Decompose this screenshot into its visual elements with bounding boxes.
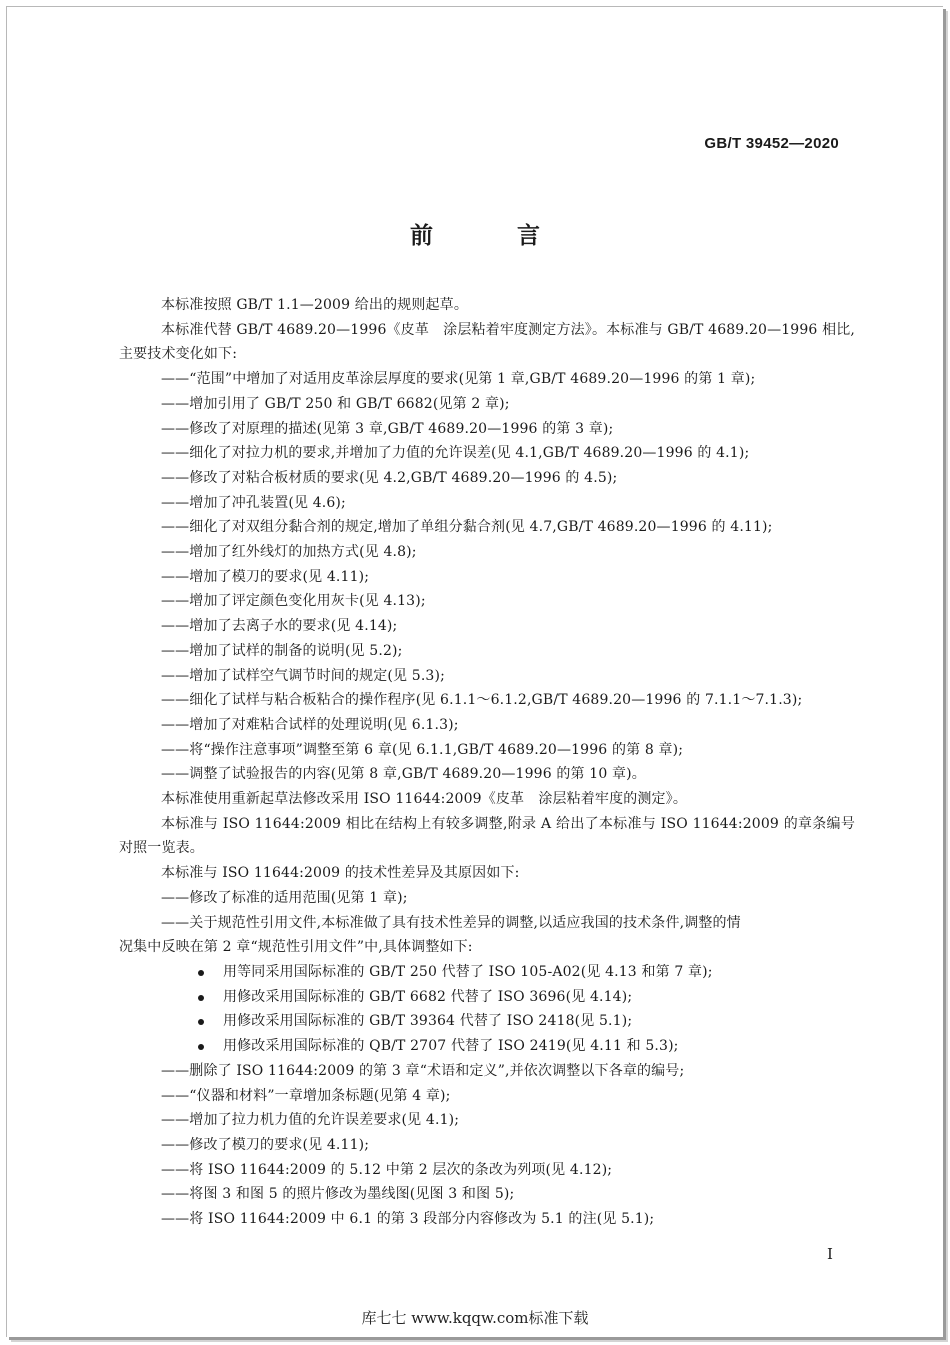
page-number: I	[827, 1245, 833, 1263]
bullet-text: 用修改采用国际标准的 QB/T 2707 代替了 ISO 2419(见 4.11 和 5.3);	[223, 1038, 679, 1055]
list-item: ——删除了 ISO 11644:2009 的第 3 章“术语和定义”,并依次调整以下各章的编号;	[161, 1062, 685, 1079]
paragraph: 本标准代替 GB/T 4689.20—1996《皮革 涂层粘着牢度测定方法》。本标准与 GB/T 4689.20—1996 相比,主要技术变化如下:	[119, 321, 855, 363]
list-item: ——增加了评定颜色变化用灰卡(见 4.13);	[161, 593, 426, 610]
bullet-item	[119, 1009, 855, 1034]
bullet-item	[119, 960, 855, 985]
list-item: ——将“操作注意事项”调整至第 6 章(见 6.1.1,GB/T 4689.20—1996 的第 8 章);	[161, 741, 684, 758]
bullet-icon	[198, 1019, 204, 1025]
bullet-item	[119, 985, 855, 1010]
list-item: ——增加了拉力机力值的允许误差要求(见 4.1);	[161, 1112, 460, 1129]
footer-watermark: 库七七 www.kqqw.com标准下载	[361, 1309, 589, 1327]
list-item: ——细化了对双组分黏合剂的规定,增加了单组分黏合剂(见 4.7,GB/T 4689.20—1996 的 4.11);	[161, 519, 773, 536]
standard-code: GB/T 39452—2020	[704, 135, 839, 152]
list-item	[119, 911, 855, 960]
bullet-text: 用修改采用国际标准的 GB/T 39364 代替了 ISO 2418(见 5.1);	[223, 1013, 633, 1030]
list-item: ——修改了模刀的要求(见 4.11);	[161, 1136, 370, 1153]
list-item: ——“仪器和材料”一章增加条标题(见第 4 章);	[161, 1087, 451, 1104]
list-item: ——增加了模刀的要求(见 4.11);	[161, 568, 370, 585]
list-item: ——将 ISO 11644:2009 的 5.12 中第 2 层次的条改为列项(见 4.12);	[161, 1161, 613, 1178]
bullet-text: 用修改采用国际标准的 GB/T 6682 代替了 ISO 3696(见 4.14);	[223, 988, 633, 1005]
list-item: ——增加了冲孔装置(见 4.6);	[161, 494, 346, 511]
list-item: ——增加引用了 GB/T 250 和 GB/T 6682(见第 2 章);	[161, 395, 510, 412]
paragraph: 本标准与 ISO 11644:2009 相比在结构上有较多调整,附录 A 给出了本标准与 ISO 11644:2009 的章条编号对照一览表。	[119, 815, 855, 857]
list-item: ——修改了对粘合板材质的要求(见 4.2,GB/T 4689.20—1996 的 4.5);	[161, 469, 618, 486]
list-item: ——将 ISO 11644:2009 中 6.1 的第 3 段部分内容修改为 5.1 的注(见 5.1);	[161, 1211, 655, 1228]
page-title: 前 言	[409, 223, 578, 249]
list-item: ——增加了去离子水的要求(见 4.14);	[161, 618, 398, 635]
list-item-line: ——关于规范性引用文件,本标准做了具有技术性差异的调整,以适应我国的技术条件,调整的情	[161, 914, 741, 931]
list-item: ——细化了试样与粘合板粘合的操作程序(见 6.1.1～6.1.2,GB/T 4689.20—1996 的 7.1.1～7.1.3);	[161, 692, 803, 709]
bullet-icon	[198, 970, 204, 976]
document-body	[119, 293, 855, 1232]
list-item: ——“范围”中增加了对适用皮革涂层厚度的要求(见第 1 章,GB/T 4689.20—1996 的第 1 章);	[161, 371, 756, 388]
list-item: ——增加了试样的制备的说明(见 5.2);	[161, 642, 403, 659]
document-page	[6, 6, 943, 1337]
list-item: ——增加了对难粘合试样的处理说明(见 6.1.3);	[161, 716, 459, 733]
list-item: ——细化了对拉力机的要求,并增加了力值的允许误差(见 4.1,GB/T 4689.20—1996 的 4.1);	[161, 445, 750, 462]
list-item: ——修改了对原理的描述(见第 3 章,GB/T 4689.20—1996 的第 3 章);	[161, 420, 614, 437]
list-item: ——将图 3 和图 5 的照片修改为墨线图(见图 3 和图 5);	[161, 1186, 515, 1203]
list-item: ——修改了标准的适用范围(见第 1 章);	[161, 889, 408, 906]
bullet-icon	[198, 995, 204, 1001]
bullet-icon	[198, 1044, 204, 1050]
paragraph: 本标准按照 GB/T 1.1—2009 给出的规则起草。	[161, 297, 468, 313]
list-item: ——增加了红外线灯的加热方式(见 4.8);	[161, 544, 417, 561]
list-item-line: 况集中反映在第 2 章“规范性引用文件”中,具体调整如下:	[119, 939, 473, 956]
paragraph: 本标准与 ISO 11644:2009 的技术性差异及其原因如下:	[161, 865, 520, 882]
bullet-text: 用等同采用国际标准的 GB/T 250 代替了 ISO 105-A02(见 4.13 和第 7 章);	[223, 963, 713, 980]
bullet-item	[119, 1034, 855, 1059]
paragraph: 本标准使用重新起草法修改采用 ISO 11644:2009《皮革 涂层粘着牢度的测定》。	[161, 791, 687, 808]
list-item: ——增加了试样空气调节时间的规定(见 5.3);	[161, 667, 445, 684]
list-item: ——调整了试验报告的内容(见第 8 章,GB/T 4689.20—1996 的第 10 章)。	[161, 766, 646, 783]
